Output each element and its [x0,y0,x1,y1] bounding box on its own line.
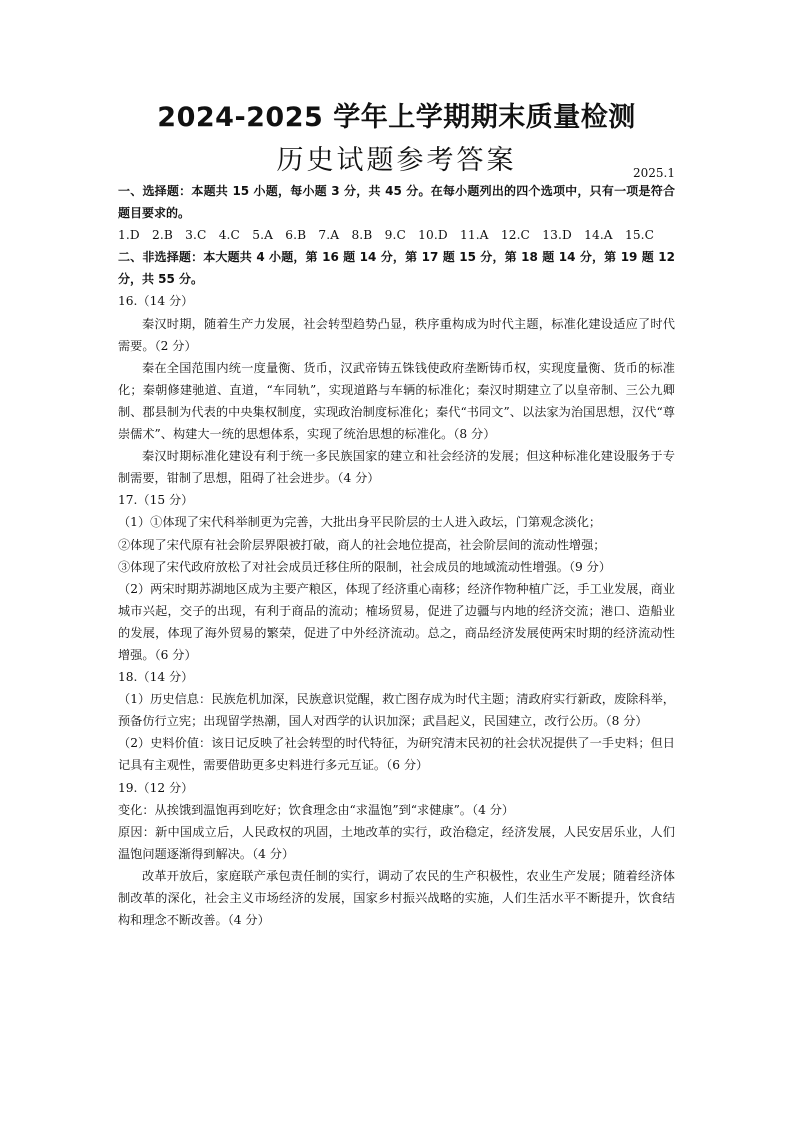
section1-heading: 一、选择题：本题共 15 小题，每小题 3 分，共 45 分。在每小题列出的四个选项中，只有一项是符合题目要求的。 [118,184,675,221]
q17-part1-line2: ②体现了宋代原有社会阶层界限被打破，商人的社会地位提高，社会阶层间的流动性增强； [118,537,606,552]
q18-part2: （2）史料价值：该日记反映了社会转型的时代特征，为研究清末民初的社会状况提供了一手史料；但日记具有主观性，需要借助更多史料进行多元互证。（6 分） [118,736,675,773]
q18-label: 18.（14 分） [118,670,194,685]
choice-answers: 1.D 2.B 3.C 4.C 5.A 6.B 7.A 8.B 9.C 10.D 11.A 12.C 13.D 14.A 15.C [118,228,655,243]
page-title: 2024-2025 学年上学期期末质量检测 [157,102,636,133]
q18-part1: （1）历史信息：民族危机加深，民族意识觉醒，救亡图存成为时代主题；清政府实行新政，废除科举，预备仿行立宪；出现留学热潮，国人对西学的认识加深；武昌起义，民国建立，改行公历。（8 分） [118,692,675,729]
q17-part1-line1: （1）①体现了宋代科举制更为完善，大批出身平民阶层的士人进入政坛，门第观念淡化； [118,515,602,530]
q19-reason-1: 原因：新中国成立后，人民政权的巩固，土地改革的实行，政治稳定，经济发展，人民安居乐业，人们温饱问题逐渐得到解决。（4 分） [118,824,675,861]
section2-heading: 二、非选择题：本大题共 4 小题，第 16 题 14 分，第 17 题 15 分，第 18 题 14 分，第 19 题 12 分，共 55 分。 [118,250,675,287]
answer-content [118,180,675,931]
q19-label: 19.（12 分） [118,780,194,795]
q16-paragraph-3: 秦汉时期标准化建设有利于统一多民族国家的建立和社会经济的发展；但这种标准化建设服务于专制需要，钳制了思想，阻碍了社会进步。（4 分） [118,449,675,486]
q17-part1-line3: ③体现了宋代政府放松了对社会成员迁移住所的限制，社会成员的地域流动性增强。（9 分） [118,559,612,574]
q16-paragraph-1: 秦汉时期，随着生产力发展，社会转型趋势凸显，秩序重构成为时代主题，标准化建设适应了时代需要。（2 分） [118,316,675,353]
q16-paragraph-2: 秦在全国范围内统一度量衡、货币，汉武帝铸五铢钱使政府垄断铸币权，实现度量衡、货币的标准化；秦朝修建驰道、直道，“车同轨”，实现道路与车辆的标准化；秦汉时期建立了以皇帝制、三公九卿制、郡县制为代表的中央集权制度，实现政治制度标准化；秦代“书同文”、以法家为治国思想，汉代“尊崇儒术”、构建大一统的思想体系，实现了统治思想的标准化。（8 分） [118,360,675,442]
q16-label: 16.（14 分） [118,294,194,309]
q17-part2: （2）两宋时期苏湖地区成为主要产粮区，体现了经济重心南移；经济作物种植广泛，手工业发展，商业城市兴起，交子的出现，有利于商品的流动；榷场贸易，促进了边疆与内地的经济交流；港口、造船业的发展，体现了海外贸易的繁荣，促进了中外经济流动。总之，商品经济发展使两宋时期的经济流动性增强。（6 分） [118,581,675,662]
document-date: 2025.1 [633,166,675,180]
q17-label: 17.（15 分） [118,493,194,508]
q19-change: 变化：从挨饿到温饱再到吃好；饮食理念由“求温饱”到“求健康”。（4 分） [118,802,515,817]
page-subtitle: 历史试题参考答案 [276,145,517,176]
q19-reason-2: 改革开放后，家庭联产承包责任制的实行，调动了农民的生产积极性，农业生产发展；随着经济体制改革的深化，社会主义市场经济的发展，国家乡村振兴战略的实施，人们生活水平不断提升，饮食结构和理念不断改善。（4 分） [118,868,675,928]
